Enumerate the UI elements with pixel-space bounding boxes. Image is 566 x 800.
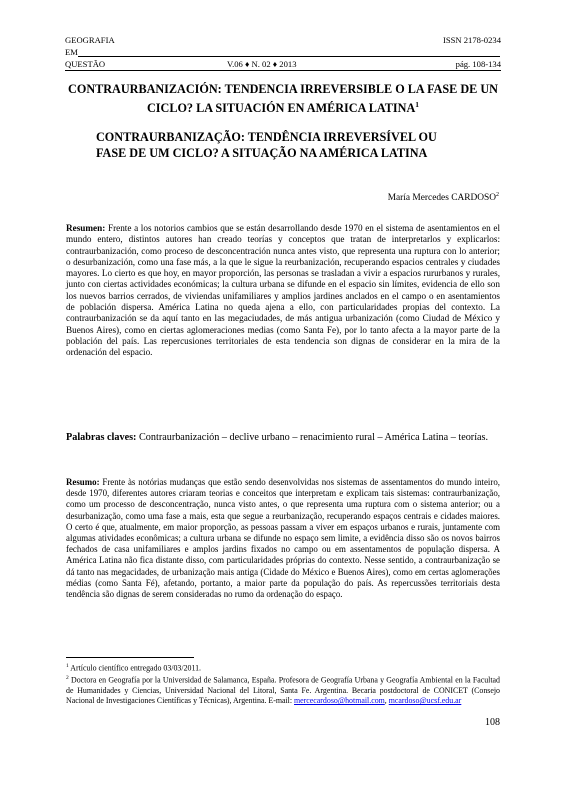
footnote-rule <box>66 657 194 658</box>
abstract-portuguese-label: Resumo: <box>66 477 100 487</box>
journal-name-line2: EM <box>65 47 78 57</box>
email-separator: , <box>384 696 389 706</box>
footnote-2-number: 2 <box>66 675 69 681</box>
email-link-ucsf[interactable]: mcardoso@ucsf.edu.ar <box>388 696 462 706</box>
title-portuguese-line1: CONTRAURBANIZAÇÃO: TENDÊNCIA IRREVERSÍVEL OU <box>96 130 437 144</box>
title-spanish-text: CONTRAURBANIZACIÓN: TENDENCIA IRREVERSIBLE O LA FASE DE UN CICLO? LA SITUACIÓN EN AMÉRICA LATINA <box>68 82 498 116</box>
title-footnote-marker[interactable]: 1 <box>415 100 420 109</box>
email-link-hotmail[interactable]: mercecardoso@hotmail.com <box>294 696 385 706</box>
page-number: 108 <box>485 717 500 728</box>
header-rule <box>78 56 500 57</box>
abstract-portuguese <box>66 477 500 600</box>
abstract-spanish-label: Resumen: <box>66 223 106 233</box>
title-spanish <box>66 82 500 116</box>
journal-name-line1: GEOGRAFIA <box>65 35 115 45</box>
abstract-spanish <box>66 223 500 359</box>
header-bottom-rule <box>65 70 501 71</box>
page-range: pág. 108-134 <box>455 59 501 69</box>
issn: ISSN 2178-0234 <box>442 35 501 45</box>
author-name <box>388 189 499 204</box>
footnote-2-text: Doctora en Geografía por la Universidad de Salamanca, España. Profesora de Geografía Urbana y Geografía Ambiental en la Facultad de Humanidades y Ciencias, Universidad Nacional del Litoral, Santa Fe. Argentina. Becaria postdoctoral de CONICET (Consejo Nacional de Investigaciones Científicas y Técnicas), Argentina. E-mail: <box>66 675 500 706</box>
volume-info: V.06 ♦ N. 02 ♦ 2013 <box>227 59 297 69</box>
footnote-1-text: Artículo científico entregado 03/03/2011. <box>68 663 202 673</box>
keywords <box>66 432 500 445</box>
abstract-spanish-text: Frente a los notorios cambios que se están desarrollando desde 1970 en el sistema de asentamientos en el mundo entero, distintos autores han creado teorías y conceptos que tratan de interpretarlos y explicarlos: contraurbanización, como proceso de desconcentración nunca antes visto, que representa una ruptura con lo anterior; o desurbanización, como una fase más, a la que le sigue la reurbanización, recuperando espacios centrales y ciudades mayores. Lo cierto es que hoy, en mayor proporción, las personas se trasladan a vivir a espacios rururbanos y rurales, junto con ciertas actividades económicas; la cultura urbana se difunde en el espacio sin límites, evidencia de ello son los nuevos barrios cerrados, de viviendas unifamiliares y amplios jardines anclados en el campo o en asentamientos de población dispersa. América Latina no queda ajena a ello, con particularidades propias del contexto. La contraurbanización se da aquí tanto en las megaciudades, de más antigua urbanización (como Ciudad de México y Buenos Aires), como en ciertas aglomeraciones medias (como Santa Fe), por lo tanto afecta a la mayor parte de la población del país. Las repercusiones territoriales de esta tendencia son dignas de considerar en la mira de la ordenación del espacio. <box>66 223 500 358</box>
title-portuguese-line2: FASE DE UM CICLO? A SITUAÇÃO NA AMÉRICA LATINA <box>96 145 428 160</box>
footnote-1-number: 1 <box>66 663 69 669</box>
journal-name-line3: QUESTÃO <box>65 59 106 69</box>
footnote-1 <box>66 661 500 674</box>
footnote-2 <box>66 673 500 706</box>
author-footnote-marker[interactable]: 2 <box>496 192 499 198</box>
abstract-portuguese-text: Frente às notórias mudanças que estão sendo desenvolvidas nos sistemas de assentamentos do mundo inteiro, desde 1970, diferentes autores criaram teorias e conceitos que interpretam e explicam tais sistemas: contraurbanização, como um processo de desconcentração, nunca visto antes, o que representa uma ruptura com o sistema anterior; ou a desurbanização, como uma fase a mais, esta que segue a reurbanização, recuperando espaços centrais e cidades maiores. O certo é que, atualmente, em maior proporção, as pessoas passam a viver em espaços urbanos e rurais, juntamente com algumas atividades econômicas; a cultura urbana se difunde no espaço sem limite, a evidência disso são os novos bairros fechados de casa unifamiliares e amplos jardins fixados no campo ou em assentamentos de população dispersa. A América Latina não fica distante disso, com particularidades próprias do contexto. Nesse sentido, a contraurbanização se dá tanto nas megacidades, de urbanização mais antiga (Cidade do México e Buenos Aires), como em certas aglomerações médias (como Santa Fé), afetando, portanto, a maior parte da população do país. As repercussões territoriais desta tendência são dignas de serem consideradas no rumo da ordenação do espaço. <box>66 477 500 600</box>
author-name-text: María Mercedes CARDOSO <box>387 193 496 204</box>
title-portuguese <box>96 130 496 161</box>
keywords-text: Contraurbanización – declive urbano – renacimiento rural – América Latina – teorías. <box>136 432 489 443</box>
keywords-label: Palabras claves: <box>66 432 137 443</box>
